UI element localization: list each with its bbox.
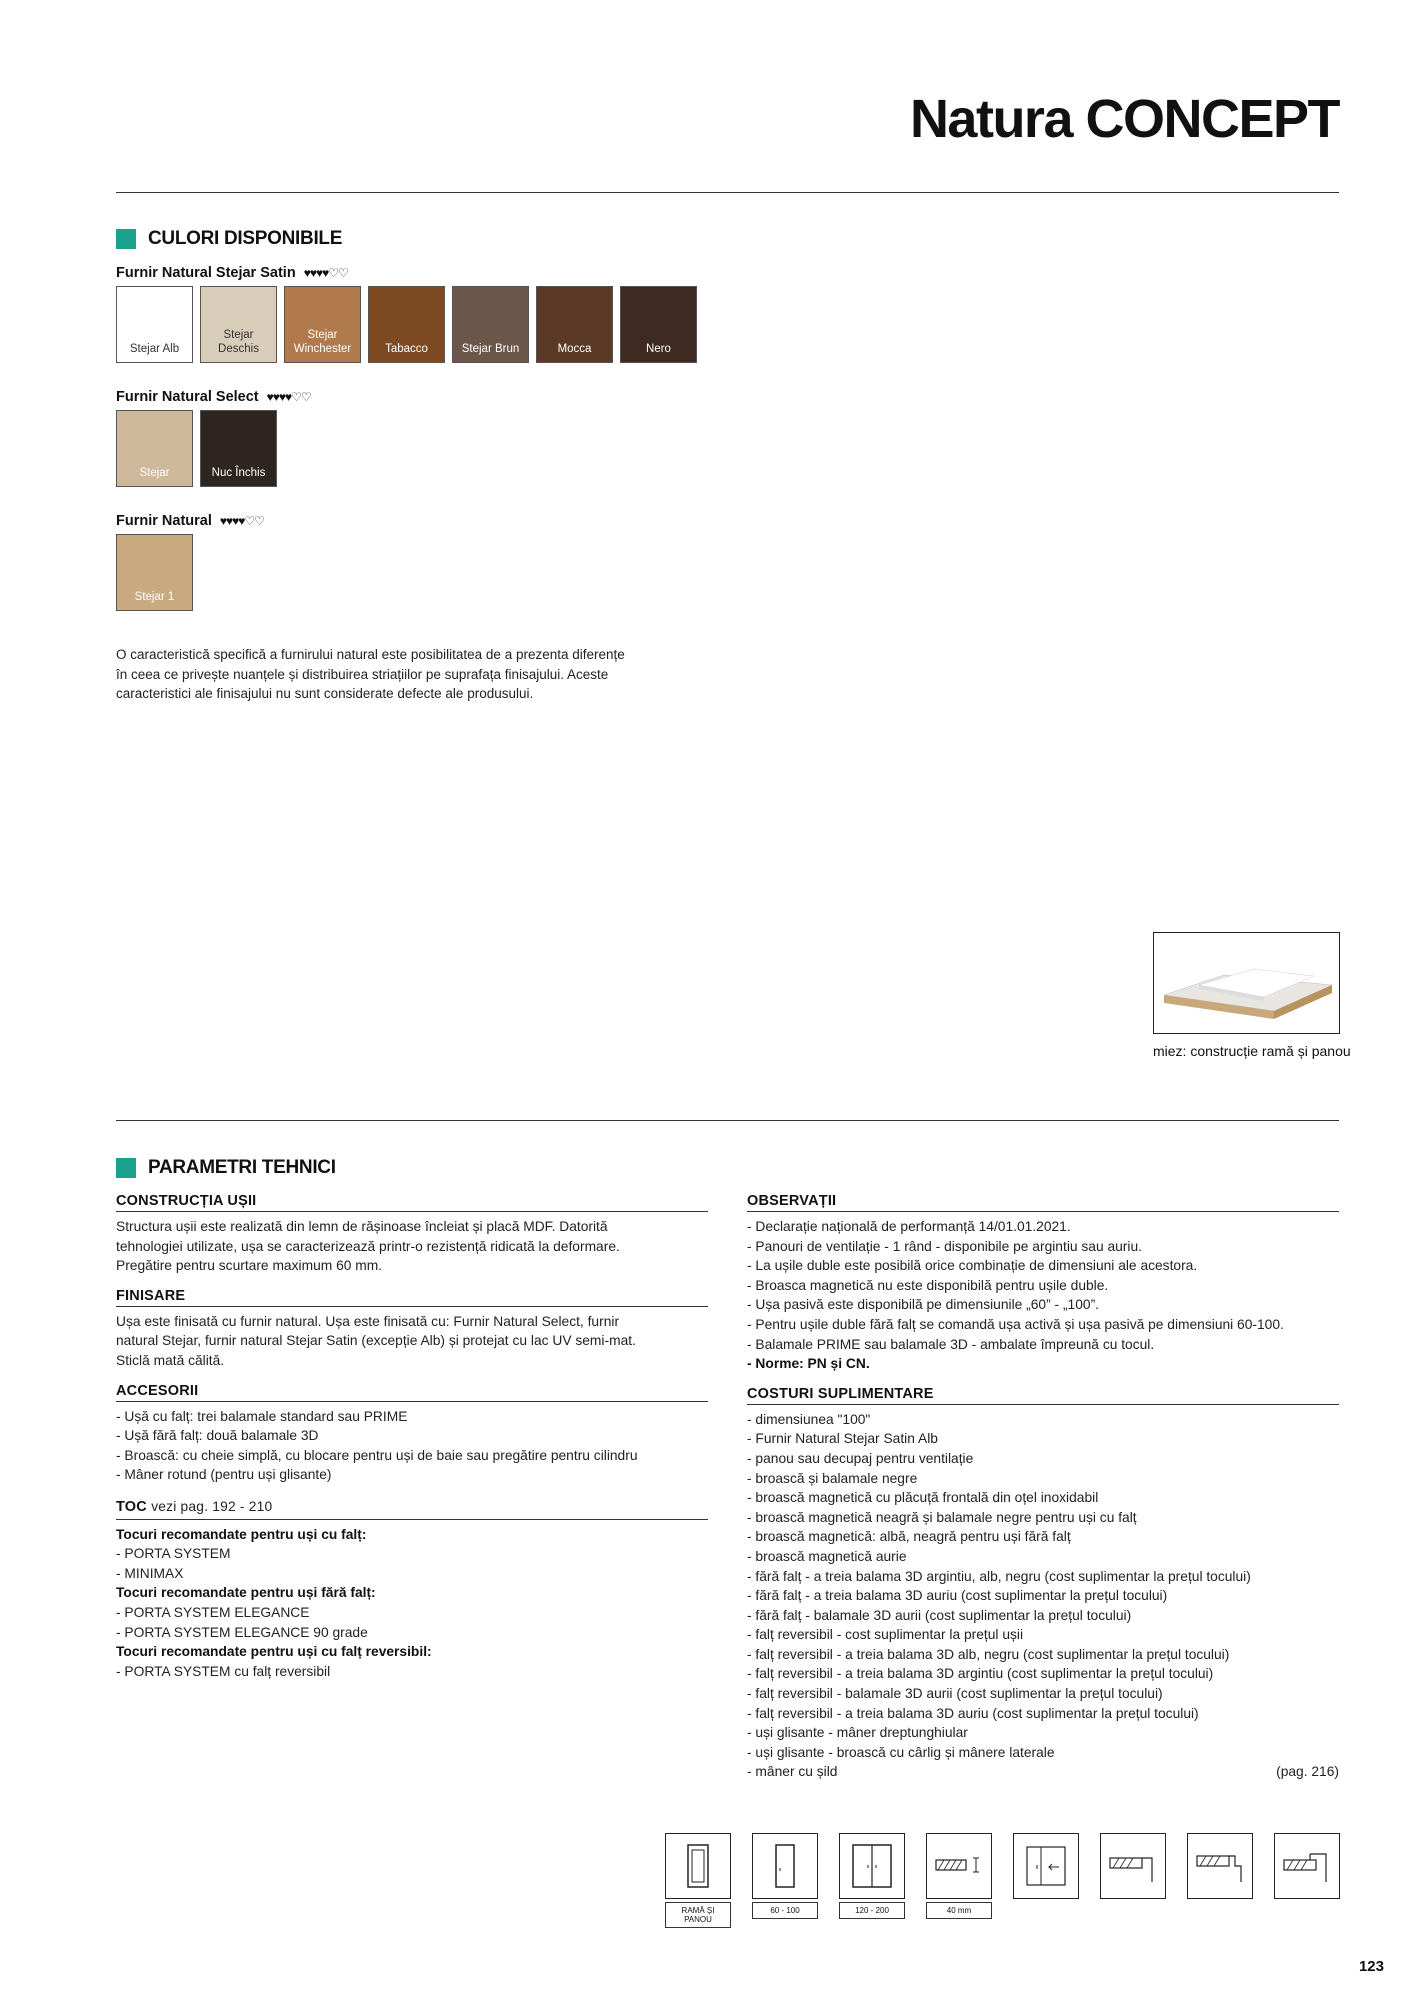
page-title: Natura CONCEPT [909, 89, 1339, 149]
swatch-label: Stejar Alb [129, 343, 180, 355]
list-item: - broască magnetică neagră și balamale negre pentru uși cu falț [747, 1509, 1137, 1525]
reversible-rebate-icon [1274, 1833, 1340, 1899]
single-door-icon [752, 1833, 818, 1899]
frame-panel-icon [665, 1833, 731, 1899]
swatch[interactable] [116, 410, 193, 487]
finish-group-name: Furnir Natural Stejar Satin [116, 265, 296, 281]
tech-section-title: PARAMETRI TEHNICI [148, 1157, 336, 1178]
list-item: - Ușă cu falț: trei balamale standard sau PRIME [116, 1408, 408, 1424]
swatch-label: Stejar Brun [461, 343, 520, 355]
swatch[interactable] [536, 286, 613, 363]
double-door-icon [839, 1833, 905, 1899]
list-item: - broască magnetică aurie [747, 1548, 907, 1564]
swatch-row-select [116, 410, 277, 487]
rating-icon: ♥♥♥♥♡♡ [266, 390, 311, 404]
finish-group-title [116, 265, 348, 281]
extra-costs-list [747, 1410, 1339, 1782]
list-item: - PORTA SYSTEM cu falț reversibil [116, 1663, 331, 1679]
page-number: 123 [1358, 1958, 1384, 1975]
list-item: - broască magnetică: albă, neagră pentru uși fără falț [747, 1529, 1071, 1545]
swatch[interactable] [200, 410, 277, 487]
list-item: - uși glisante - mâner dreptunghiular [747, 1725, 968, 1741]
finish-group-title [116, 513, 264, 529]
list-item: - Broasca magnetică nu este disponibilă pentru ușile duble. [747, 1277, 1109, 1293]
swatch-row-stejar-satin [116, 286, 697, 363]
colors-section-title: CULORI DISPONIBILE [148, 228, 343, 249]
swatch[interactable] [116, 534, 193, 611]
thickness-icon [926, 1833, 992, 1899]
construction-text [116, 1217, 708, 1276]
list-item: - fără falț - balamale 3D aurii (cost suplimentar la prețul tocului) [747, 1607, 1132, 1623]
list-item: - fără falț - a treia balama 3D argintiu, alb, negru (cost suplimentar la prețul tocului) [747, 1568, 1251, 1584]
swatch[interactable] [284, 286, 361, 363]
swatch[interactable] [620, 286, 697, 363]
icon-label: 120 - 200 [839, 1902, 905, 1919]
text-line: Sticlă mată călită. [116, 1352, 225, 1368]
list-item: - falț reversibil - balamale 3D aurii (cost suplimentar la prețul tocului) [747, 1686, 1163, 1702]
list-item: - dimensiunea "100" [747, 1411, 871, 1427]
list-item: - PORTA SYSTEM ELEGANCE [116, 1604, 310, 1620]
icon-cell [752, 1833, 818, 1928]
icon-cell [1274, 1833, 1340, 1928]
swatch-label: Mocca [557, 343, 592, 355]
swatch-row-natural [116, 534, 193, 611]
list-item: - Balamale PRIME sau balamale 3D - ambalate împreună cu tocul. [747, 1336, 1155, 1352]
toc-label: TOC [116, 1498, 147, 1515]
extra-costs-title: COSTURI SUPLIMENTARE [747, 1386, 1339, 1405]
list-item: - Panouri de ventilație - 1 rând - disponibile pe argintiu sau auriu. [747, 1238, 1142, 1254]
finish-title: FINISARE [116, 1288, 708, 1307]
feature-icon-row [665, 1833, 1340, 1928]
list-item: - panou sau decupaj pentru ventilație [747, 1450, 974, 1466]
last-cost-row [747, 1762, 1339, 1782]
list-item: - Ușă fără falț: două balamale 3D [116, 1428, 319, 1444]
header-rule [116, 192, 1339, 193]
text-line: tehnologiei utilizate, ușa se caracterizează printr-o rezistență ridicată la deformare. [116, 1238, 620, 1254]
icon-label: 60 - 100 [752, 1902, 818, 1919]
swatch[interactable] [452, 286, 529, 363]
text-line: Structura ușii este realizată din lemn de rășinoase încleiat și placă MDF. Datorită [116, 1219, 608, 1234]
swatch[interactable] [368, 286, 445, 363]
construction-title: CONSTRUCȚIA UȘII [116, 1193, 708, 1212]
list-item: - Pentru ușile duble fără falț se comandă ușa activă și ușa pasivă pe dimensiuni 60-100. [747, 1316, 1284, 1332]
icon-label: 40 mm [926, 1902, 992, 1919]
section-marker-icon [116, 1158, 136, 1178]
swatch-label: Stejar Winchester [293, 329, 352, 355]
list-item: - falț reversibil - cost suplimentar la prețul ușii [747, 1627, 1024, 1643]
icon-cell [839, 1833, 905, 1928]
tech-rule [116, 1120, 1339, 1121]
swatch[interactable] [200, 286, 277, 363]
icon-cell [665, 1833, 731, 1928]
finish-group-name: Furnir Natural [116, 513, 212, 529]
toc-ref: vezi pag. 192 - 210 [151, 1498, 273, 1514]
text-line: Ușa este finisată cu furnir natural. Ușa este finisată cu: Furnir Natural Select, furnir [116, 1313, 620, 1329]
list-item: - PORTA SYSTEM [116, 1546, 231, 1562]
observations-list [747, 1217, 1339, 1374]
note-line: caracteristici ale finisajului nu sunt considerate defecte ale produsului. [116, 686, 534, 701]
list-item: - broască magnetică cu plăcuță frontală din oțel inoxidabil [747, 1490, 1099, 1506]
core-panel-icon [1154, 933, 1338, 1032]
icon-cell [926, 1833, 992, 1928]
list-item: - falț reversibil - a treia balama 3D argintiu (cost suplimentar la prețul tocului) [747, 1666, 1214, 1682]
list-item: - La ușile duble este posibilă orice combinație de dimensiuni ale acestora. [747, 1258, 1198, 1274]
list-item: - falț reversibil - a treia balama 3D auriu (cost suplimentar la prețul tocului) [747, 1705, 1199, 1721]
icon-cell [1187, 1833, 1253, 1928]
list-item: - uși glisante - broască cu cârlig și mânere laterale [747, 1744, 1055, 1760]
icon-label: RAMĂ ȘI PANOU [665, 1902, 731, 1928]
swatch-label: Stejar Deschis [218, 329, 259, 355]
icon-cell [1013, 1833, 1079, 1928]
swatch-label: Stejar [139, 467, 170, 479]
rating-icon: ♥♥♥♥♡♡ [219, 514, 264, 528]
list-item: - PORTA SYSTEM ELEGANCE 90 grade [116, 1624, 368, 1640]
list-item: - Declarație națională de performanță 14/01.01.2021. [747, 1219, 1071, 1234]
tech-left-column [116, 1193, 708, 1681]
finish-text [116, 1312, 708, 1371]
swatch-label: Nuc Închis [211, 467, 266, 479]
core-construction-image [1153, 932, 1340, 1034]
tech-section-header [116, 1157, 336, 1179]
toc-heading: Tocuri recomandate pentru uși cu falț: [116, 1526, 367, 1542]
no-rebate-icon [1187, 1833, 1253, 1899]
note-line: în ceea ce privește nuanțele și distribuirea striațiilor pe suprafața finisajului. Aceste [116, 666, 609, 682]
text-line: natural Stejar, furnir natural Stejar Satin (excepție Alb) și protejat cu lac UV semi-mat. [116, 1333, 636, 1349]
list-item: - Mâner rotund (pentru uși glisante) [116, 1467, 332, 1483]
toc-header [116, 1497, 708, 1520]
swatch[interactable] [116, 286, 193, 363]
swatch-label: Nero [646, 343, 671, 355]
list-item: - mâner cu șild [747, 1764, 838, 1780]
list-item: - Ușa pasivă este disponibilă pe dimensiunile „60” - „100”. [747, 1297, 1099, 1313]
toc-heading: Tocuri recomandate pentru uși cu falț reversibil: [116, 1644, 432, 1660]
accessories-list [116, 1407, 708, 1485]
finish-group-title [116, 389, 311, 405]
page-ref: (pag. 216) [1276, 1764, 1339, 1780]
finish-group-name: Furnir Natural Select [116, 389, 259, 405]
observations-title: OBSERVAȚII [747, 1193, 1339, 1212]
note-line: O caracteristică specifică a furnirului natural este posibilitatea de a prezenta diferențe [116, 647, 625, 662]
text-line: Pregătire pentru scurtare maximum 60 mm. [116, 1258, 383, 1274]
toc-heading: Tocuri recomandate pentru uși fără falț: [116, 1585, 376, 1601]
colors-section-header [116, 228, 342, 250]
list-item: - Furnir Natural Stejar Satin Alb [747, 1431, 938, 1447]
swatch-label: Tabacco [385, 343, 428, 355]
list-item: - falț reversibil - a treia balama 3D alb, negru (cost suplimentar la prețul tocului) [747, 1646, 1230, 1662]
list-item: - MINIMAX [116, 1565, 184, 1581]
rebate-icon [1100, 1833, 1166, 1899]
core-caption: miez: construcție ramă și panou [1153, 1043, 1351, 1059]
section-marker-icon [116, 229, 136, 249]
list-item: - broască și balamale negre [747, 1470, 918, 1486]
list-item: - Broască: cu cheie simplă, cu blocare pentru uși de baie sau pregătire pentru cilindru [116, 1447, 638, 1463]
tech-right-column [747, 1193, 1339, 1782]
swatch-label: Stejar 1 [134, 591, 175, 603]
finish-note [116, 645, 625, 704]
accessories-title: ACCESORII [116, 1383, 708, 1402]
list-item: - fără falț - a treia balama 3D auriu (cost suplimentar la prețul tocului) [747, 1588, 1168, 1604]
rating-icon: ♥♥♥♥♡♡ [303, 266, 348, 280]
norms-line: - Norme: PN și CN. [747, 1356, 870, 1372]
toc-list [116, 1525, 708, 1682]
icon-cell [1100, 1833, 1166, 1928]
sliding-door-icon [1013, 1833, 1079, 1899]
